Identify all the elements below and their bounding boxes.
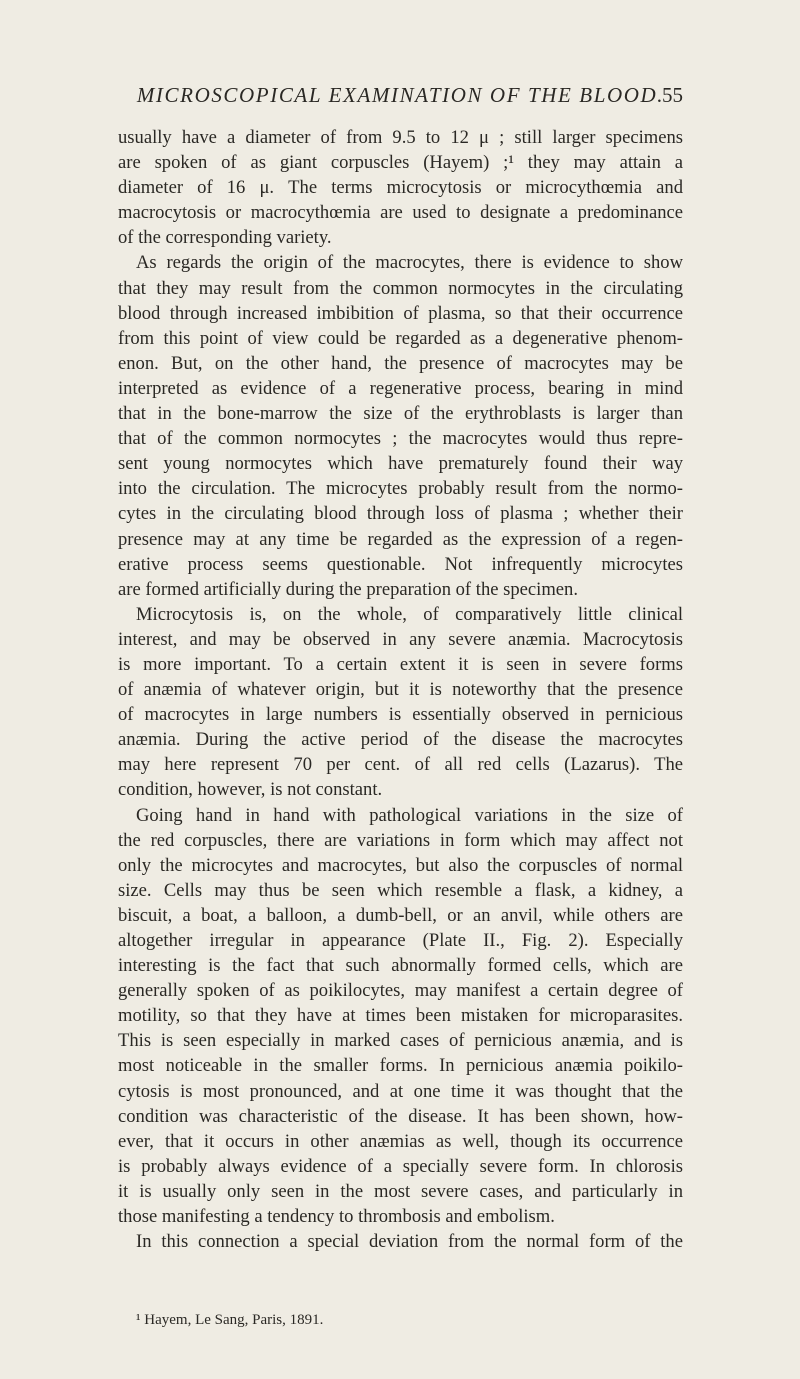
text-line: into the circulation. The microcytes probably result from the normo- xyxy=(118,478,683,500)
text-line: is more important. To a certain extent it is seen in severe forms xyxy=(118,653,683,675)
text-line: blood through increased imbibition of plasma, so that their occurrence xyxy=(118,302,683,324)
body-text xyxy=(118,125,683,1254)
text-line: cytes in the circulating blood through loss of plasma ; whether their xyxy=(118,503,683,525)
text-line: In this connection a special deviation from the normal form of the xyxy=(136,1231,683,1253)
text-line: condition was characteristic of the disease. It has been shown, how- xyxy=(118,1105,683,1127)
text-line: interesting is the fact that such abnormally formed cells, which are xyxy=(118,955,683,977)
text-line: interest, and may be observed in any severe anæmia. Macrocytosis xyxy=(118,628,683,650)
text-line: Microcytosis is, on the whole, of comparatively little clinical xyxy=(136,603,683,625)
text-line: of the corresponding variety. xyxy=(118,227,332,249)
text-line: ever, that it occurs in other anæmias as well, though its occurrence xyxy=(118,1130,683,1152)
text-line: that they may result from the common normocytes in the circulating xyxy=(118,277,683,299)
text-line: may here represent 70 per cent. of all red cells (Lazarus). The xyxy=(118,754,683,776)
text-line: of anæmia of whatever origin, but it is noteworthy that the presence xyxy=(118,679,683,701)
text-line: those manifesting a tendency to thrombosis and embolism. xyxy=(118,1206,555,1228)
text-line: are formed artificially during the preparation of the specimen. xyxy=(118,578,579,600)
text-line: diameter of 16 μ. The terms microcytosis or microcythœmia and xyxy=(118,177,683,199)
text-line: the red corpuscles, there are variations in form which may affect not xyxy=(118,829,683,851)
text-line: As regards the origin of the macrocytes, there is evidence to show xyxy=(136,252,683,274)
text-line: enon. But, on the other hand, the presence of macrocytes may be xyxy=(118,352,683,374)
page-number: 55 xyxy=(662,83,683,107)
text-line: macrocytosis or macrocythœmia are used to designate a predominance xyxy=(118,202,683,224)
text-line: usually have a diameter of from 9.5 to 12 μ ; still larger specimens xyxy=(118,127,683,148)
text-line: condition, however, is not constant. xyxy=(118,779,383,801)
text-line: motility, so that they have at times been mistaken for microparasites. xyxy=(118,1005,683,1027)
text-line: of macrocytes in large numbers is essentially observed in pernicious xyxy=(118,704,683,726)
running-title: MICROSCOPICAL EXAMINATION OF THE BLOOD. xyxy=(136,83,665,107)
text-line: sent young normocytes which have prematurely found their way xyxy=(118,453,683,475)
text-line: most noticeable in the smaller forms. In pernicious anæmia poikilo- xyxy=(118,1055,683,1077)
text-line: Going hand in hand with pathological variations in the size of xyxy=(136,804,683,826)
text-line: that in the bone-marrow the size of the erythroblasts is larger than xyxy=(118,403,683,425)
footnote: ¹ Hayem, Le Sang, Paris, 1891. xyxy=(136,1312,324,1328)
page-header xyxy=(118,80,683,110)
text-line: biscuit, a boat, a balloon, a dumb-bell, or an anvil, while others are xyxy=(118,904,683,926)
text-line: interpreted as evidence of a regenerative process, bearing in mind xyxy=(118,377,683,399)
text-line: from this point of view could be regarded as a degenerative phenom- xyxy=(118,327,683,349)
text-line: erative process seems questionable. Not infrequently microcytes xyxy=(118,553,683,575)
text-line: is probably always evidence of a specially severe form. In chlorosis xyxy=(118,1155,683,1177)
text-line: size. Cells may thus be seen which resemble a flask, a kidney, a xyxy=(118,879,683,901)
text-line: generally spoken of as poikilocytes, may manifest a certain degree of xyxy=(118,980,683,1002)
text-line: altogether irregular in appearance (Plate II., Fig. 2). Especially xyxy=(118,930,683,951)
text-line: only the microcytes and macrocytes, but also the corpuscles of normal xyxy=(118,854,683,876)
text-line: it is usually only seen in the most severe cases, and particularly in xyxy=(118,1180,683,1202)
text-line: cytosis is most pronounced, and at one time it was thought that the xyxy=(118,1080,683,1102)
text-line: presence may at any time be regarded as the expression of a regen- xyxy=(118,528,683,550)
text-line: anæmia. During the active period of the disease the macrocytes xyxy=(118,729,683,751)
text-line: are spoken of as giant corpuscles (Hayem) ;¹ they may attain a xyxy=(118,152,683,174)
text-line: that of the common normocytes ; the macrocytes would thus repre- xyxy=(118,428,683,450)
text-line: This is seen especially in marked cases of pernicious anæmia, and is xyxy=(118,1030,683,1052)
